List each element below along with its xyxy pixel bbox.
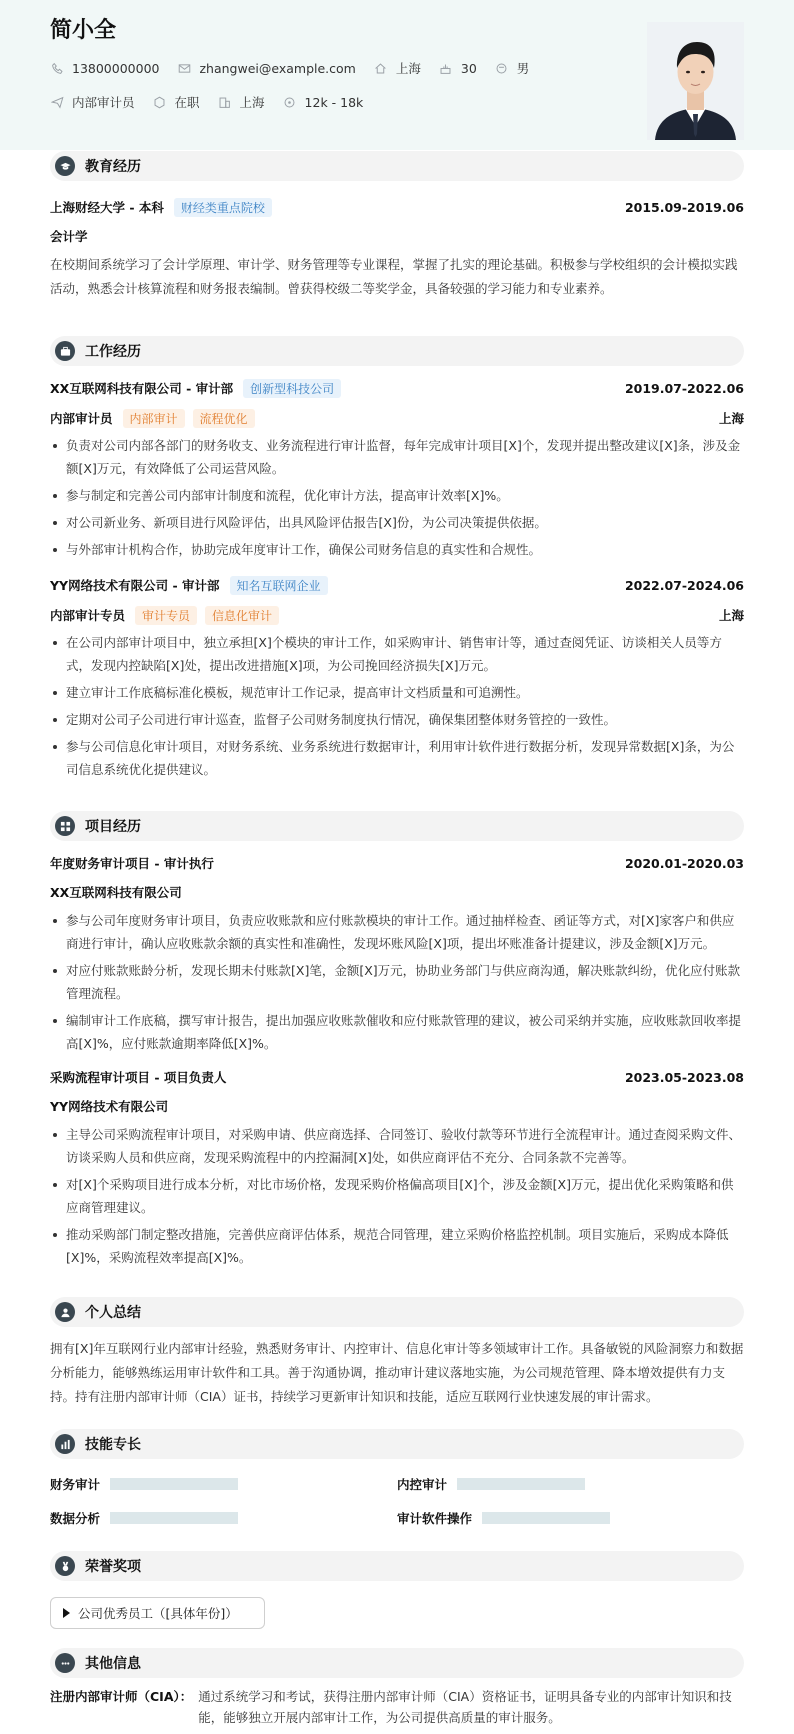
work-section <box>50 336 744 785</box>
skills-title: 技能专长 <box>85 1437 141 1453</box>
job-date: 2019.07-2022.06 <box>624 380 744 396</box>
project-bullet: 推动采购部门制定整改措施，完善供应商评估体系，规范合同管理，建立采购价格监控机制。项目实施后，采购成本降低[X]%，采购流程效率提高[X]%。 <box>50 1223 744 1269</box>
skill-row <box>50 1503 744 1533</box>
coin-icon <box>283 95 297 109</box>
major: 会计学 <box>50 229 88 244</box>
job-entry <box>50 575 744 781</box>
salary-item <box>283 95 364 110</box>
info-icon <box>55 1653 75 1673</box>
medal-icon <box>55 1556 75 1576</box>
grid-icon <box>55 816 75 836</box>
project-head-row <box>50 853 744 873</box>
mail-icon <box>177 61 191 75</box>
job-bullet: 参与公司信息化审计项目，对财务系统、业务系统进行数据审计，利用审计软件进行数据分析，发现异常数据[X]条，为公司信息系统优化提供建议。 <box>50 735 744 781</box>
job-bullet: 定期对公司子公司进行审计巡查，监督子公司财务制度执行情况，确保集团整体财务管控的一致性。 <box>50 708 744 731</box>
status-item <box>153 93 200 111</box>
portrait-image <box>647 22 744 140</box>
school-tag: 财经类重点院校 <box>174 198 272 217</box>
job-role-row <box>50 408 744 428</box>
job-bullets <box>50 631 744 781</box>
email-value: zhangwei@example.com <box>199 60 356 76</box>
skill-name: 内控审计 <box>397 1477 448 1492</box>
graduation-cap-icon <box>55 156 75 176</box>
job-date: 2022.07-2024.06 <box>624 577 744 593</box>
briefcase-icon <box>55 341 75 361</box>
education-title: 教育经历 <box>85 159 141 175</box>
summary-text: 拥有[X]年互联网行业内部审计经验，熟悉财务审计、内控审计、信息化审计等多领域审计工作。具备敏锐的风险洞察力和数据分析能力，能够熟练运用审计软件和工具。善于沟通协调，推动审计建议落地实施，为公司规范管理、降本增效提供有力支持。持有注册内部审计师（CIA）证书，持续学习更新审计知识和技能，适应互联网行业快速发展的审计需求。 <box>50 1341 744 1404</box>
skill-name: 审计软件操作 <box>397 1511 473 1526</box>
education-date: 2015.09-2019.06 <box>624 199 744 215</box>
other-title: 其他信息 <box>85 1656 141 1672</box>
project-date: 2023.05-2023.08 <box>624 1069 744 1085</box>
phone-value: 13800000000 <box>72 60 160 76</box>
skill-item <box>50 1475 397 1493</box>
job-bullet: 参与制定和完善公司内部审计制度和流程，优化审计方法，提高审计效率[X]%。 <box>50 484 744 507</box>
skill-level-bar <box>110 1512 238 1524</box>
other-section <box>50 1648 744 1728</box>
gender-item <box>495 59 530 77</box>
job-bullet: 建立审计工作底稿标准化模板，规范审计工作记录，提高审计文档质量和可追溯性。 <box>50 681 744 704</box>
projects-header <box>50 811 744 841</box>
phone-item <box>50 61 159 76</box>
job-head-row <box>50 378 744 398</box>
job-company-wrap <box>50 379 341 398</box>
job-company-tag: 创新型科技公司 <box>243 379 341 398</box>
projects-title: 项目经历 <box>85 819 141 835</box>
job-head-row <box>50 575 744 595</box>
skill-row <box>50 1469 744 1499</box>
other-text: 通过系统学习和考试，获得注册内部审计师（CIA）资格证书，证明具备专业的内部审计知识和技能，能够独立开展内部审计工作，为公司提供高质量的审计服务。 <box>198 1689 732 1725</box>
salary-value: 12k - 18k <box>304 94 364 110</box>
award-list <box>50 1597 744 1629</box>
job-company: YY网络技术有限公司 - 审计部 <box>50 578 220 593</box>
skill-level-bar <box>110 1478 238 1490</box>
job-role: 内部审计专员 <box>50 608 126 623</box>
user-icon <box>55 1302 75 1322</box>
skill-item <box>50 1509 397 1527</box>
building-icon <box>218 95 232 109</box>
skill-name: 财务审计 <box>50 1477 101 1492</box>
send-icon <box>50 95 64 109</box>
job-bullets <box>50 434 744 561</box>
project-bullet: 对应付账款账龄分析，发现长期未付账款[X]笔，金额[X]万元，协助业务部门与供应商沟通，解决账款纠纷，优化应付账款管理流程。 <box>50 959 744 1005</box>
award-item[interactable] <box>50 1597 265 1629</box>
project-company: YY网络技术有限公司 <box>50 1099 169 1114</box>
project-company: XX互联网科技有限公司 <box>50 885 182 900</box>
job-bullet: 负责对公司内部各部门的财务收支、业务流程进行审计监督，每年完成审计项目[X]个，发现并提出整改建议[X]条，涉及金额[X]万元，有效降低了公司运营风险。 <box>50 434 744 480</box>
status-value: 在职 <box>174 95 200 110</box>
job-company-wrap <box>50 576 328 595</box>
resume-header <box>0 0 794 150</box>
location-value: 上海 <box>395 61 421 76</box>
phone-icon <box>50 61 64 75</box>
cake-icon <box>439 61 453 75</box>
target-job-value: 内部审计员 <box>72 95 135 110</box>
project-bullet: 主导公司采购流程审计项目，对采购申请、供应商选择、合同签订、验收付款等环节进行全流程审计。通过查阅采购文件、访谈采购人员和供应商，发现采购流程中的内控漏洞[X]处，如供应商评估不充分、合同条款不完善等。 <box>50 1123 744 1169</box>
project-bullets <box>50 1123 744 1269</box>
project-bullet: 参与公司年度财务审计项目，负责应收账款和应付账款模块的审计工作。通过抽样检查、函证等方式，对[X]家客户和供应商进行审计，确认应收账款余额的真实性和准确性，发现坏账风险[X]项，提出坏账准备计提建议，涉及金额[X]万元。 <box>50 909 744 955</box>
education-header <box>50 151 744 181</box>
skills-header <box>50 1429 744 1459</box>
projects-section <box>50 811 744 1273</box>
other-header <box>50 1648 744 1678</box>
summary-title: 个人总结 <box>85 1305 141 1321</box>
awards-header <box>50 1551 744 1581</box>
school-name: 上海财经大学 - 本科 <box>50 200 164 215</box>
job-role: 内部审计员 <box>50 411 113 426</box>
skill-item <box>397 1475 744 1493</box>
job-role-wrap <box>50 409 255 428</box>
awards-title: 荣誉奖项 <box>85 1559 141 1575</box>
skills-section <box>50 1429 744 1533</box>
other-label: 注册内部审计师（CIA）： <box>50 1689 193 1704</box>
job-city: 上海 <box>718 411 744 426</box>
project-entry <box>50 853 744 1055</box>
project-name: 年度财务审计项目 - 审计执行 <box>50 856 214 871</box>
skill-item <box>397 1509 744 1527</box>
target-city-item <box>218 93 265 111</box>
location-item <box>374 59 421 77</box>
play-icon <box>63 1608 70 1618</box>
education-section <box>50 151 744 301</box>
education-desc: 在校期间系统学习了会计学原理、审计学、财务管理等专业课程，掌握了扎实的理论基础。积极参与学校组织的会计模拟实践活动，熟悉会计核算流程和财务报表编制。曾获得校级二等奖学金，具备较强的学习能力和专业素养。 <box>50 257 738 296</box>
skill-name: 数据分析 <box>50 1511 101 1526</box>
target-city-value: 上海 <box>239 95 265 110</box>
project-bullet: 对[X]个采购项目进行成本分析，对比市场价格，发现采购价格偏高项目[X]个，涉及金额[X]万元，提出优化采购策略和供应商管理建议。 <box>50 1173 744 1219</box>
chart-icon <box>55 1434 75 1454</box>
role-tag: 审计专员 <box>135 606 197 625</box>
age-item <box>439 61 477 76</box>
basic-info-row <box>50 58 744 78</box>
job-bullet: 在公司内部审计项目中，独立承担[X]个模块的审计工作，如采购审计、销售审计等，通过查阅凭证、访谈相关人员等方式，发现内控缺陷[X]处，提出改进措施[X]项，为公司挽回经济损失[X]万元。 <box>50 631 744 677</box>
summary-section <box>50 1297 744 1409</box>
other-entry <box>50 1686 744 1728</box>
project-bullet: 编制审计工作底稿，撰写审计报告，提出加强应收账款催收和应付账款管理的建议，被公司采纳并实施，应收账款回收率提高[X]%，应付账款逾期率降低[X]%。 <box>50 1009 744 1055</box>
role-tag: 内部审计 <box>123 409 185 428</box>
awards-section <box>50 1551 744 1629</box>
job-entry <box>50 378 744 561</box>
age-value: 30 <box>460 60 477 76</box>
job-role-row <box>50 605 744 625</box>
project-head-row <box>50 1067 744 1087</box>
status-icon <box>153 95 167 109</box>
school-wrap <box>50 198 272 217</box>
candidate-name: 简小全 <box>50 18 117 43</box>
job-bullet: 与外部审计机构合作，协助完成年度审计工作，确保公司财务信息的真实性和合规性。 <box>50 538 744 561</box>
email-item <box>177 61 355 76</box>
project-bullets <box>50 909 744 1055</box>
gender-icon <box>495 61 509 75</box>
role-tag: 流程优化 <box>193 409 255 428</box>
profile-photo <box>647 22 744 140</box>
job-role-wrap <box>50 606 279 625</box>
award-text: 公司优秀员工（[具体年份]） <box>78 1606 238 1621</box>
project-entry <box>50 1067 744 1269</box>
job-info-row <box>50 92 744 112</box>
skill-level-bar <box>457 1478 585 1490</box>
work-header <box>50 336 744 366</box>
home-icon <box>374 61 388 75</box>
role-tag: 信息化审计 <box>205 606 279 625</box>
job-bullet: 对公司新业务、新项目进行风险评估，出具风险评估报告[X]份，为公司决策提供依据。 <box>50 511 744 534</box>
job-company: XX互联网科技有限公司 - 审计部 <box>50 381 234 396</box>
project-date: 2020.01-2020.03 <box>624 855 744 871</box>
work-title: 工作经历 <box>85 344 141 360</box>
job-city: 上海 <box>718 608 744 623</box>
education-entry-row <box>50 197 744 217</box>
target-job-item <box>50 93 135 111</box>
project-name: 采购流程审计项目 - 项目负责人 <box>50 1070 227 1085</box>
skill-level-bar <box>482 1512 610 1524</box>
gender-value: 男 <box>516 61 530 76</box>
job-company-tag: 知名互联网企业 <box>230 576 328 595</box>
summary-header <box>50 1297 744 1327</box>
